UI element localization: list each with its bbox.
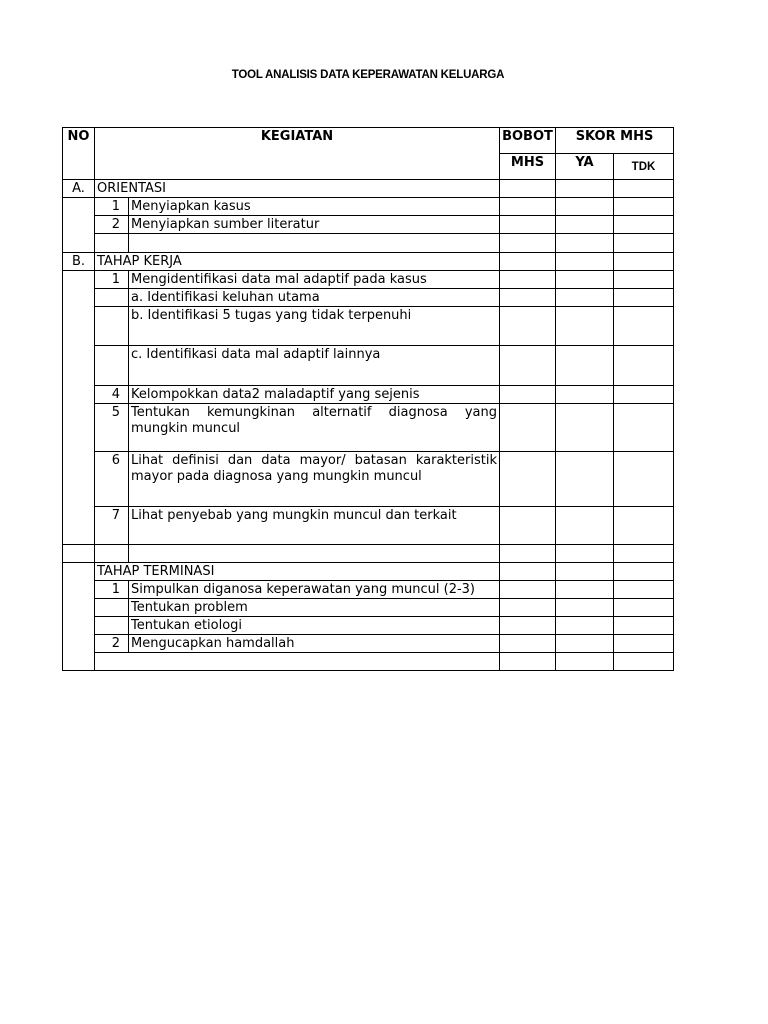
table-row <box>63 581 674 599</box>
score-cell[interactable] <box>556 507 614 545</box>
item-text: Menyiapkan kasus <box>129 198 500 216</box>
item-text: Menyiapkan sumber literatur <box>129 216 500 234</box>
table-row <box>63 545 674 563</box>
score-cell[interactable] <box>556 617 614 635</box>
section-row-tahap-kerja <box>63 253 674 271</box>
score-cell[interactable] <box>556 346 614 386</box>
score-cell[interactable] <box>556 289 614 307</box>
score-cell[interactable] <box>614 271 674 289</box>
table-row <box>63 198 674 216</box>
table-row <box>63 346 674 386</box>
score-cell[interactable] <box>614 635 674 653</box>
table-row <box>63 234 674 253</box>
score-cell[interactable] <box>556 271 614 289</box>
item-number: 1 <box>95 198 129 216</box>
score-cell[interactable] <box>614 653 674 671</box>
header-row <box>63 128 674 154</box>
section-label: TAHAP KERJA <box>95 253 500 271</box>
score-cell[interactable] <box>614 563 674 581</box>
score-cell[interactable] <box>614 346 674 386</box>
item-text: Kelompokkan data2 maladaptif yang sejenis <box>129 386 500 404</box>
item-number: 5 <box>95 404 129 452</box>
table-row <box>63 271 674 289</box>
score-cell[interactable] <box>614 307 674 346</box>
score-cell[interactable] <box>614 234 674 253</box>
score-cell[interactable] <box>614 599 674 617</box>
score-cell[interactable] <box>614 198 674 216</box>
table-row <box>63 507 674 545</box>
score-cell[interactable] <box>614 581 674 599</box>
item-number: 2 <box>95 216 129 234</box>
score-cell[interactable] <box>614 545 674 563</box>
table-row <box>63 386 674 404</box>
score-cell[interactable] <box>556 563 614 581</box>
item-text: Lihat definisi dan data mayor/ batasan karakteristik mayor pada diagnosa yang mungkin muncul <box>129 452 500 507</box>
item-text: Tentukan etiologi <box>129 617 500 635</box>
item-text: Simpulkan diganosa keperawatan yang muncul (2-3) <box>129 581 500 599</box>
item-text: Lihat penyebab yang mungkin muncul dan terkait <box>129 507 500 545</box>
score-cell[interactable] <box>556 180 614 198</box>
score-cell[interactable] <box>614 289 674 307</box>
score-cell[interactable] <box>556 545 614 563</box>
score-cell[interactable] <box>556 253 614 271</box>
header-skor: SKOR MHS <box>556 128 674 154</box>
header-tdk: TDK <box>614 154 674 180</box>
score-cell[interactable] <box>556 581 614 599</box>
score-cell[interactable] <box>614 617 674 635</box>
score-cell[interactable] <box>556 653 614 671</box>
header-ya: YA <box>556 154 614 180</box>
table-row <box>63 452 674 507</box>
score-cell[interactable] <box>614 404 674 452</box>
score-cell[interactable] <box>556 307 614 346</box>
item-text: Tentukan kemungkinan alternatif diagnosa yang mungkin muncul <box>129 404 500 452</box>
score-cell[interactable] <box>556 216 614 234</box>
item-number: 1 <box>95 271 129 289</box>
score-cell[interactable] <box>614 452 674 507</box>
item-text: Tentukan problem <box>129 599 500 617</box>
table-row <box>63 289 674 307</box>
score-cell[interactable] <box>614 180 674 198</box>
section-label: TAHAP TERMINASI <box>95 563 500 581</box>
item-text: Mengucapkan hamdallah <box>129 635 500 653</box>
score-cell[interactable] <box>556 452 614 507</box>
score-cell[interactable] <box>614 507 674 545</box>
table-row <box>63 404 674 452</box>
score-cell[interactable] <box>556 386 614 404</box>
header-kegiatan: KEGIATAN <box>95 128 500 180</box>
item-text: c. Identifikasi data mal adaptif lainnya <box>129 346 500 386</box>
section-label: ORIENTASI <box>95 180 500 198</box>
section-no: A. <box>63 180 95 198</box>
item-number: 7 <box>95 507 129 545</box>
table-row <box>63 635 674 653</box>
section-no: B. <box>63 253 95 271</box>
score-cell[interactable] <box>556 198 614 216</box>
header-mhs: MHS <box>500 154 556 180</box>
document-title: TOOL ANALISIS DATA KEPERAWATAN KELUARGA <box>231 69 505 81</box>
table-row <box>63 216 674 234</box>
score-cell[interactable] <box>614 253 674 271</box>
header-no: NO <box>63 128 95 180</box>
item-text: b. Identifikasi 5 tugas yang tidak terpenuhi <box>129 307 500 346</box>
score-cell[interactable] <box>614 386 674 404</box>
score-cell[interactable] <box>556 599 614 617</box>
item-number: 2 <box>95 635 129 653</box>
section-row-tahap-terminasi <box>63 563 674 581</box>
score-cell[interactable] <box>556 234 614 253</box>
score-cell[interactable] <box>614 216 674 234</box>
score-cell[interactable] <box>556 635 614 653</box>
table-row <box>63 307 674 346</box>
header-bobot: BOBOT <box>500 128 556 154</box>
section-row-orientasi <box>63 180 674 198</box>
item-number: 6 <box>95 452 129 507</box>
table-row <box>63 617 674 635</box>
table-row <box>63 653 674 671</box>
item-text: a. Identifikasi keluhan utama <box>129 289 500 307</box>
item-text: Mengidentifikasi data mal adaptif pada kasus <box>129 271 500 289</box>
item-number: 4 <box>95 386 129 404</box>
table-row <box>63 599 674 617</box>
activity-table <box>62 127 674 671</box>
score-cell[interactable] <box>556 404 614 452</box>
item-number: 1 <box>95 581 129 599</box>
